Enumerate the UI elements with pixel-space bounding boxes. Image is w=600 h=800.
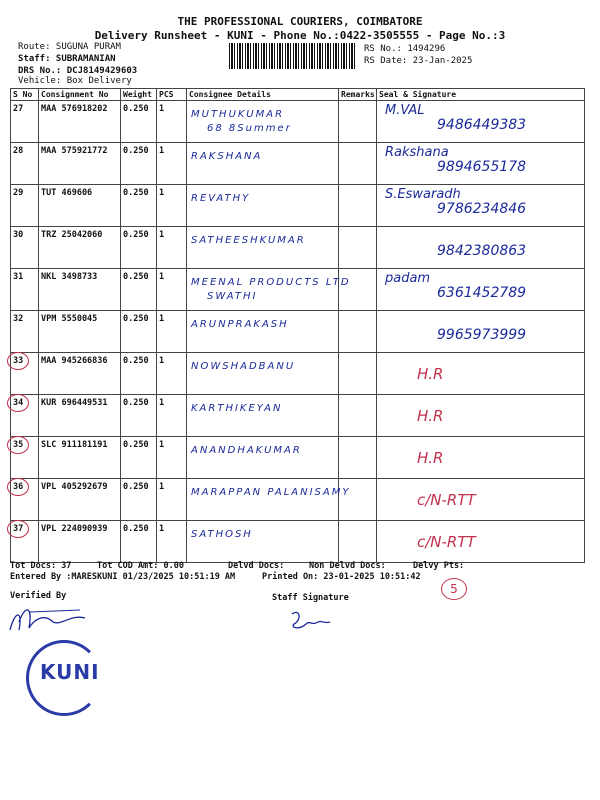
consignee-cell	[187, 479, 351, 521]
consignee-cell	[187, 353, 339, 395]
pcs-cell: 1	[157, 143, 187, 185]
consignee-cell	[187, 269, 351, 311]
seal-signature: S.Eswaradh	[385, 187, 461, 202]
seal-cell	[377, 437, 585, 479]
consignee-name: MARAPPAN PALANISAMY	[191, 487, 351, 498]
consignee-cell	[187, 143, 339, 185]
sno-cell: 37	[11, 521, 39, 563]
tot-cod: Tot COD Amt: 0.00	[97, 561, 184, 571]
pcs-cell: 1	[157, 353, 187, 395]
pcs-cell: 1	[157, 101, 187, 143]
consignee-cell	[187, 185, 339, 227]
seal-cell	[377, 395, 585, 437]
undelivered-mark	[7, 394, 29, 412]
delvy-pts-mark: 5	[441, 578, 467, 600]
consignee-cell	[187, 101, 339, 143]
weight-cell: 0.250	[121, 269, 157, 311]
remarks-cell	[339, 311, 377, 353]
runsheet-subtitle: Delivery Runsheet - KUNI - Phone No.:0422-3505555 - Page No.:3	[94, 29, 506, 42]
remarks-cell	[339, 101, 377, 143]
consignment-cell: SLC 911181191	[39, 437, 121, 479]
seal-signature: H.R	[417, 407, 444, 425]
sno-cell: 33	[11, 353, 39, 395]
printed-on: Printed On: 23-01-2025 10:51:42	[262, 572, 421, 582]
weight-cell: 0.250	[121, 143, 157, 185]
staff-signature-label: Staff Signature	[272, 593, 349, 603]
consignee-name: ANANDHAKUMAR	[191, 445, 302, 456]
undelivered-mark	[7, 352, 29, 370]
pcs-cell: 1	[157, 521, 187, 563]
table-row	[11, 101, 585, 143]
entered-by: Entered By :MARESKUNI 01/23/2025 10:51:19 AM	[10, 572, 236, 582]
seal-signature: c/N-RTT	[417, 491, 476, 509]
company-title: THE PROFESSIONAL COURIERS, COIMBATORE	[177, 15, 423, 28]
consignee-cell	[187, 311, 339, 353]
consignment-cell: NKL 3498733	[39, 269, 121, 311]
consignment-cell: MAA 575921772	[39, 143, 121, 185]
consignee-name: KARTHIKEYAN	[191, 403, 283, 414]
table-row	[11, 311, 585, 353]
table-row	[11, 395, 585, 437]
consignment-cell: TRZ 25042060	[39, 227, 121, 269]
barcode	[229, 43, 357, 69]
seal-signature: padam	[385, 271, 431, 286]
consignment-cell: MAA 576918202	[39, 101, 121, 143]
staff-signature	[286, 606, 336, 636]
table-header-row	[11, 89, 585, 101]
consignment-cell: VPM 5550045	[39, 311, 121, 353]
consignee-cell	[187, 227, 339, 269]
pcs-cell: 1	[157, 479, 187, 521]
remarks-cell	[339, 143, 377, 185]
consignment-cell: VPL 224090939	[39, 521, 121, 563]
weight-cell: 0.250	[121, 479, 157, 521]
seal-cell	[377, 143, 585, 185]
consignee-name: ARUNPRAKASH	[191, 319, 289, 330]
runsheet-table	[10, 88, 585, 563]
col-pcs: PCS	[157, 89, 187, 101]
consignment-cell: MAA 945266836	[39, 353, 121, 395]
table-row	[11, 521, 585, 563]
consignee-name: MEENAL PRODUCTS LTD	[191, 277, 351, 288]
kuni-stamp-text: KUNI	[40, 660, 100, 684]
remarks-cell	[339, 395, 377, 437]
table-row	[11, 269, 585, 311]
seal-cell	[377, 101, 585, 143]
seal-signature: M.VAL	[385, 103, 425, 118]
undelivered-mark	[7, 478, 29, 496]
remarks-cell	[339, 269, 377, 311]
seal-cell	[377, 269, 585, 311]
receiver-phone: 9894655178	[437, 159, 527, 175]
pcs-cell: 1	[157, 311, 187, 353]
sno-cell: 29	[11, 185, 39, 227]
undelivered-mark	[7, 436, 29, 454]
sno-cell: 28	[11, 143, 39, 185]
table-row	[11, 143, 585, 185]
consignee-cell	[187, 395, 339, 437]
staff-label: Staff: SUBRAMANIAN	[18, 54, 116, 64]
sno-cell: 27	[11, 101, 39, 143]
seal-cell	[377, 479, 585, 521]
rs-date: RS Date: 23-Jan-2025	[364, 56, 473, 66]
table-row	[11, 227, 585, 269]
consignee-cell	[187, 437, 339, 479]
weight-cell: 0.250	[121, 437, 157, 479]
seal-cell	[377, 521, 585, 563]
seal-cell	[377, 185, 585, 227]
consignee-name: REVATHY	[191, 193, 251, 204]
non-delvd-docs: Non Delvd Docs:	[309, 561, 386, 571]
table-row	[11, 479, 585, 521]
undelivered-mark	[7, 520, 29, 538]
seal-signature: Rakshana	[385, 145, 449, 160]
receiver-phone: 9486449383	[437, 117, 527, 133]
consignment-cell: VPL 405292679	[39, 479, 121, 521]
col-remarks: Remarks	[339, 89, 377, 101]
sno-cell: 34	[11, 395, 39, 437]
consignment-cell: TUT 469606	[39, 185, 121, 227]
sno-cell: 36	[11, 479, 39, 521]
seal-cell	[377, 227, 585, 269]
consignee-name: SATHOSH	[191, 529, 253, 540]
seal-signature: c/N-RTT	[417, 533, 476, 551]
table-row	[11, 437, 585, 479]
consignment-cell: KUR 696449531	[39, 395, 121, 437]
consignee-name: RAKSHANA	[191, 151, 263, 162]
route-label: Route: SUGUNA PURAM	[18, 42, 121, 52]
verified-by-label: Verified By	[10, 591, 67, 601]
remarks-cell	[339, 479, 377, 521]
remarks-cell	[339, 521, 377, 563]
pcs-cell: 1	[157, 227, 187, 269]
receiver-phone: 6361452789	[437, 285, 527, 301]
delvy-pts: Delvy Pts:	[413, 561, 465, 571]
remarks-cell	[339, 437, 377, 479]
vehicle-label: Vehicle: Box Delivery	[18, 76, 132, 86]
seal-signature: H.R	[417, 365, 444, 383]
pcs-cell: 1	[157, 395, 187, 437]
sno-cell: 32	[11, 311, 39, 353]
consignee-cell	[187, 521, 339, 563]
seal-signature: H.R	[417, 449, 444, 467]
col-sno: S No	[11, 89, 39, 101]
col-consignment: Consignment No	[39, 89, 121, 101]
consignee-detail: SWATHI	[207, 291, 258, 302]
seal-cell	[377, 353, 585, 395]
weight-cell: 0.250	[121, 227, 157, 269]
rs-no: RS No.: 1494296	[364, 44, 446, 54]
sno-cell: 30	[11, 227, 39, 269]
verifier-signature	[5, 600, 90, 640]
receiver-phone: 9786234846	[437, 201, 527, 217]
pcs-cell: 1	[157, 437, 187, 479]
pcs-cell: 1	[157, 185, 187, 227]
col-consignee: Consignee Details	[187, 89, 339, 101]
weight-cell: 0.250	[121, 101, 157, 143]
delvd-docs: Delvd Docs:	[228, 561, 285, 571]
remarks-cell	[339, 353, 377, 395]
sno-cell: 31	[11, 269, 39, 311]
col-seal: Seal & Signature	[377, 89, 585, 101]
consignee-name: NOWSHADBANU	[191, 361, 296, 372]
sno-cell: 35	[11, 437, 39, 479]
drs-label: DRS No.: DCJ8149429603	[18, 66, 138, 76]
table-row	[11, 353, 585, 395]
weight-cell: 0.250	[121, 353, 157, 395]
receiver-phone: 9965973999	[437, 327, 527, 343]
weight-cell: 0.250	[121, 185, 157, 227]
seal-cell	[377, 311, 585, 353]
consignee-name: SATHEESHKUMAR	[191, 235, 306, 246]
col-weight: Weight	[121, 89, 157, 101]
pcs-cell: 1	[157, 269, 187, 311]
weight-cell: 0.250	[121, 311, 157, 353]
weight-cell: 0.250	[121, 521, 157, 563]
consignee-detail: 68 8Summer	[207, 123, 292, 134]
receiver-phone: 9842380863	[437, 243, 527, 259]
remarks-cell	[339, 227, 377, 269]
weight-cell: 0.250	[121, 395, 157, 437]
consignee-name: MUTHUKUMAR	[191, 109, 285, 120]
table-row	[11, 185, 585, 227]
tot-docs: Tot Docs: 37	[10, 561, 72, 571]
remarks-cell	[339, 185, 377, 227]
